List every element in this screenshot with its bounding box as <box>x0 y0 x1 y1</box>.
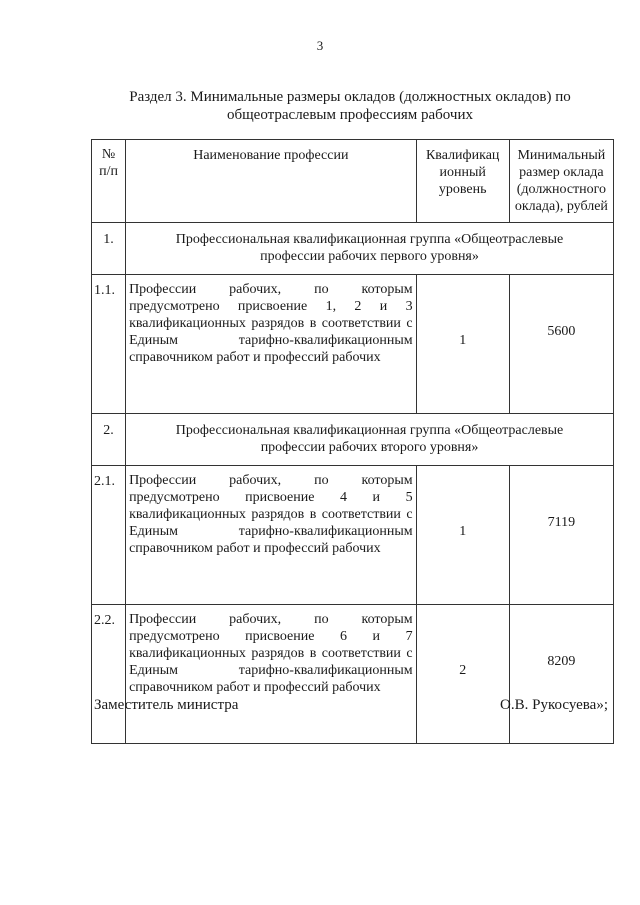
header-minimum-salary: Минимальный размер оклада (должностного оклада), рублей <box>509 140 613 223</box>
item-qualification-level: 1 <box>416 466 509 605</box>
group-title: Профессиональная квалификационная группа «Общеотраслевые профессии рабочих второго уровня» <box>126 414 614 466</box>
section-title-line-1: Раздел 3. Минимальные размеры окладов (должностных окладов) по <box>129 89 571 105</box>
header-qualification-level: Квалификац ионный уровень <box>416 140 509 223</box>
table-row <box>92 466 614 605</box>
header-profession-name: Наименование профессии <box>126 140 417 223</box>
item-qualification-level: 1 <box>416 275 509 414</box>
section-title <box>90 88 610 124</box>
group-number: 2. <box>92 414 126 466</box>
item-number: 2.2. <box>92 605 126 744</box>
section-title-line-2: общеотраслевым профессиям рабочих <box>227 107 473 123</box>
signatory-name: О.В. Рукосуева»; <box>500 697 608 713</box>
item-description: Профессии рабочих, по которым предусмотрено присвоение 1, 2 и 3 квалификационных разрядов в соответствии с Единым тарифно-квалификационным справочником работ и профессий рабочих <box>126 275 417 414</box>
item-number: 2.1. <box>92 466 126 605</box>
page-number: 3 <box>316 38 324 53</box>
group-number: 1. <box>92 223 126 275</box>
item-salary: 7119 <box>509 466 613 605</box>
item-description: Профессии рабочих, по которым предусмотрено присвоение 4 и 5 квалификационных разрядов в соответствии с Единым тарифно-квалификационным справочником работ и профессий рабочих <box>126 466 417 605</box>
item-salary: 8209 <box>509 605 613 744</box>
item-qualification-level: 2 <box>416 605 509 744</box>
group-title: Профессиональная квалификационная группа «Общеотраслевые профессии рабочих первого уровня» <box>126 223 614 275</box>
group-row <box>92 223 614 275</box>
group-row <box>92 414 614 466</box>
salary-table <box>91 139 614 744</box>
table-row <box>92 605 614 744</box>
signatory-position: Заместитель министра <box>94 697 239 713</box>
header-number: № п/п <box>92 140 126 223</box>
item-description: Профессии рабочих, по которым предусмотрено присвоение 6 и 7 квалификационных разрядов в соответствии с Единым тарифно-квалификационным справочником работ и профессий рабочих <box>126 605 417 744</box>
item-salary: 5600 <box>509 275 613 414</box>
table-header-row <box>92 140 614 223</box>
table-row <box>92 275 614 414</box>
item-number: 1.1. <box>92 275 126 414</box>
